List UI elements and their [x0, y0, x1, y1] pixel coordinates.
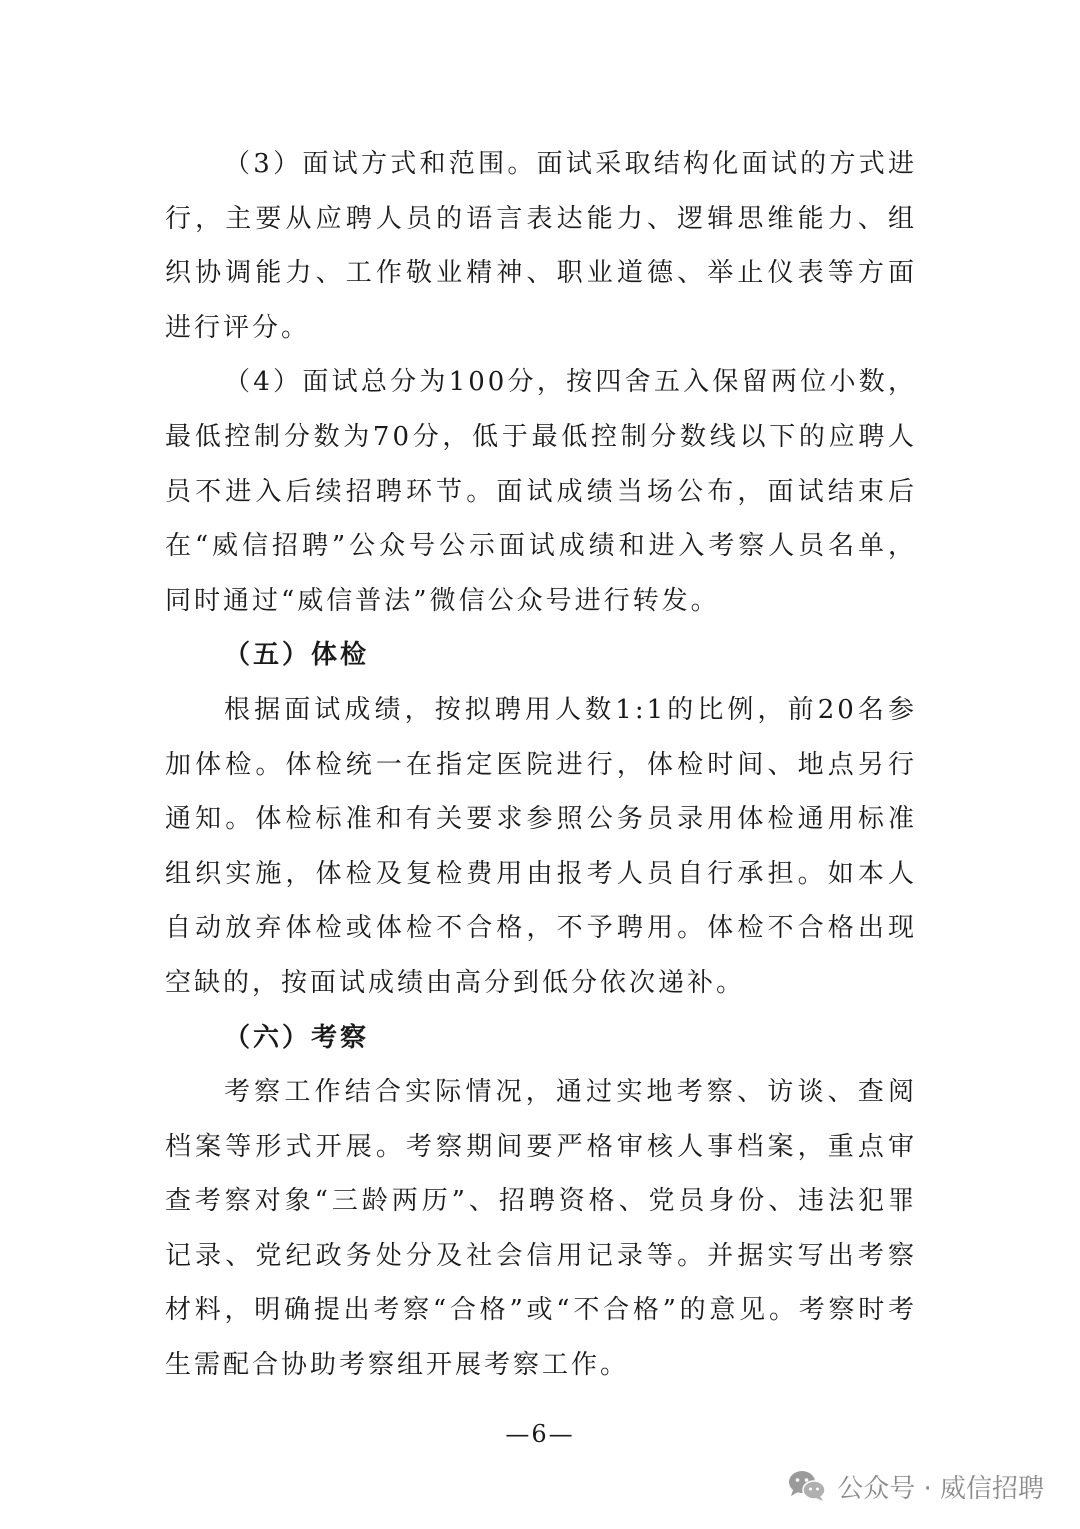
watermark-text: 公众号 · 威信招聘 [837, 1473, 1044, 1504]
document-body [165, 137, 917, 1393]
paragraph-physical-exam: 根据面试成绩，按拟聘用人数1:1的比例，前20名参加体检。体检统一在指定医院进行，体检时间、地点另行通知。体检标准和有关要求参照公务员录用体检通用标准组织实施，体检及复检费用由报考人员自行承担。如本人自动放弃体检或体检不合格，不予聘用。体检不合格出现空缺的，按面试成绩由高分到低分依次递补。 [165, 694, 917, 998]
paragraph-interview-method: （3）面试方式和范围。面试采取结构化面试的方式进行，主要从应聘人员的语言表达能力、逻辑思维能力、组织协调能力、工作敬业精神、职业道德、举止仪表等方面进行评分。 [165, 149, 917, 343]
heading-physical-exam: （五）体检 [224, 640, 370, 671]
paragraph-inspection: 考察工作结合实际情况，通过实地考察、访谈、查阅档案等形式开展。考察期间要严格审核人事档案，重点审查考察对象“三龄两历”、招聘资格、党员身份、违法犯罪记录、党纪政务处分及社会信用记录等。并据实写出考察材料，明确提出考察“合格”或“不合格”的意见。考察时考生需配合协助考察组开展考察工作。 [165, 1077, 917, 1381]
paragraph-interview-score: （4）面试总分为100分，按四舍五入保留两位小数，最低控制分数为70分，低于最低控制分数线以下的应聘人员不进入后续招聘环节。面试成绩当场公布，面试结束后在“威信招聘”公众号公示面试成绩和进入考察人员名单，同时通过“威信普法”微信公众号进行转发。 [165, 367, 917, 616]
page-number: —6— [505, 1420, 575, 1448]
heading-inspection: （六）考察 [224, 1022, 370, 1053]
wechat-watermark [787, 1466, 1044, 1506]
wechat-icon [787, 1469, 827, 1503]
